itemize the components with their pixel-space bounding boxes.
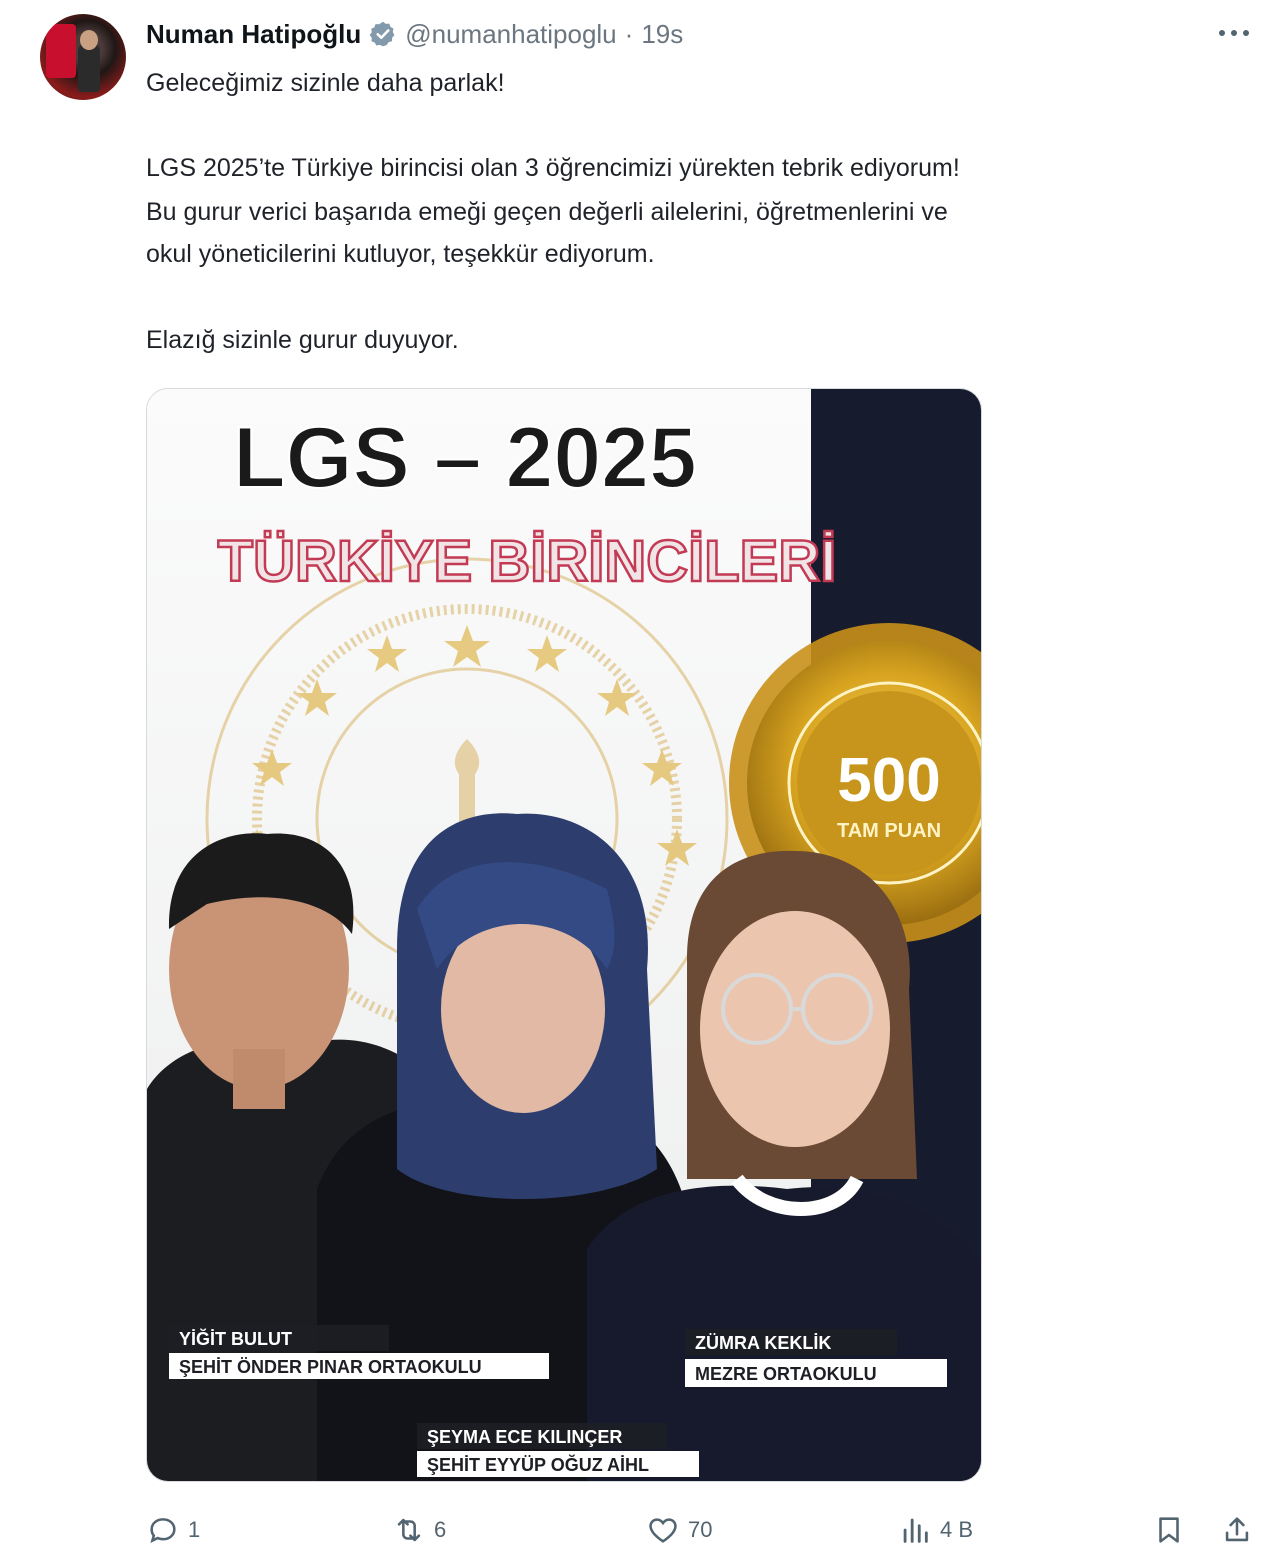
meta-separator: ·: [624, 18, 634, 49]
medal-number: 500: [837, 746, 941, 815]
share-icon: [1220, 1513, 1254, 1547]
student-3-name: ZÜMRA KEKLİK: [695, 1333, 832, 1353]
author-handle[interactable]: @numanhatipoglu: [405, 18, 617, 49]
tweet-time[interactable]: 19s: [641, 18, 684, 49]
poster-graphic: [147, 389, 982, 1482]
share-button[interactable]: [1220, 1508, 1254, 1552]
tweet-text-line-2: LGS 2025’te Türkiye birincisi olan 3 öğrencimizi yürekten tebrik ediyorum!: [146, 154, 960, 182]
tweet-text-line-4: okul yöneticilerini kutluyor, teşekkür ediyorum.: [146, 240, 655, 268]
analytics-icon: [898, 1513, 932, 1547]
author-avatar[interactable]: [40, 14, 126, 100]
tweet-header: [146, 14, 683, 54]
author-name[interactable]: Numan Hatipoğlu: [146, 18, 362, 49]
retweet-icon: [392, 1513, 426, 1547]
bookmark-icon: [1152, 1513, 1186, 1547]
retweet-button[interactable]: [392, 1508, 446, 1552]
more-options-icon[interactable]: [1212, 18, 1256, 48]
tweet-actions: [0, 1508, 1280, 1552]
retweet-count: 6: [434, 1517, 447, 1542]
avatar-head: [80, 30, 98, 50]
views-count: 4 B: [940, 1517, 974, 1542]
tweet-text-line-1: Geleceğimiz sizinle daha parlak!: [146, 69, 505, 97]
tweet-text-line-5: Elazığ sizinle gurur duyuyor.: [146, 326, 459, 354]
student-1-school: ŞEHİT ÖNDER PINAR ORTAOKULU: [179, 1357, 482, 1377]
medal-label: TAM PUAN: [836, 820, 942, 842]
verified-badge-icon: [369, 20, 397, 48]
avatar-flag: [46, 24, 76, 78]
reply-button[interactable]: [146, 1508, 200, 1552]
student-3-school: MEZRE ORTAOKULU: [695, 1364, 877, 1384]
heart-icon: [646, 1513, 680, 1547]
poster-subtitle: TÜRKİYE BİRİNCİLERİ: [217, 529, 837, 594]
like-count: 70: [688, 1517, 713, 1542]
student-2-school: ŞEHİT EYYÜP OĞUZ AİHL: [427, 1455, 650, 1475]
bookmark-button[interactable]: [1152, 1508, 1186, 1552]
poster-title: LGS – 2025: [233, 410, 697, 506]
views-button[interactable]: [898, 1508, 973, 1552]
student-2-name: ŞEYMA ECE KILINÇER: [427, 1427, 623, 1447]
student-1-name: YİĞİT BULUT: [179, 1329, 292, 1349]
tweet-text-line-3: Bu gurur verici başarıda emeği geçen değerli ailelerini, öğretmenlerini ve: [146, 198, 948, 226]
reply-icon: [146, 1513, 180, 1547]
reply-count: 1: [188, 1517, 201, 1542]
tweet-media-poster[interactable]: [146, 388, 982, 1482]
like-button[interactable]: [646, 1508, 712, 1552]
